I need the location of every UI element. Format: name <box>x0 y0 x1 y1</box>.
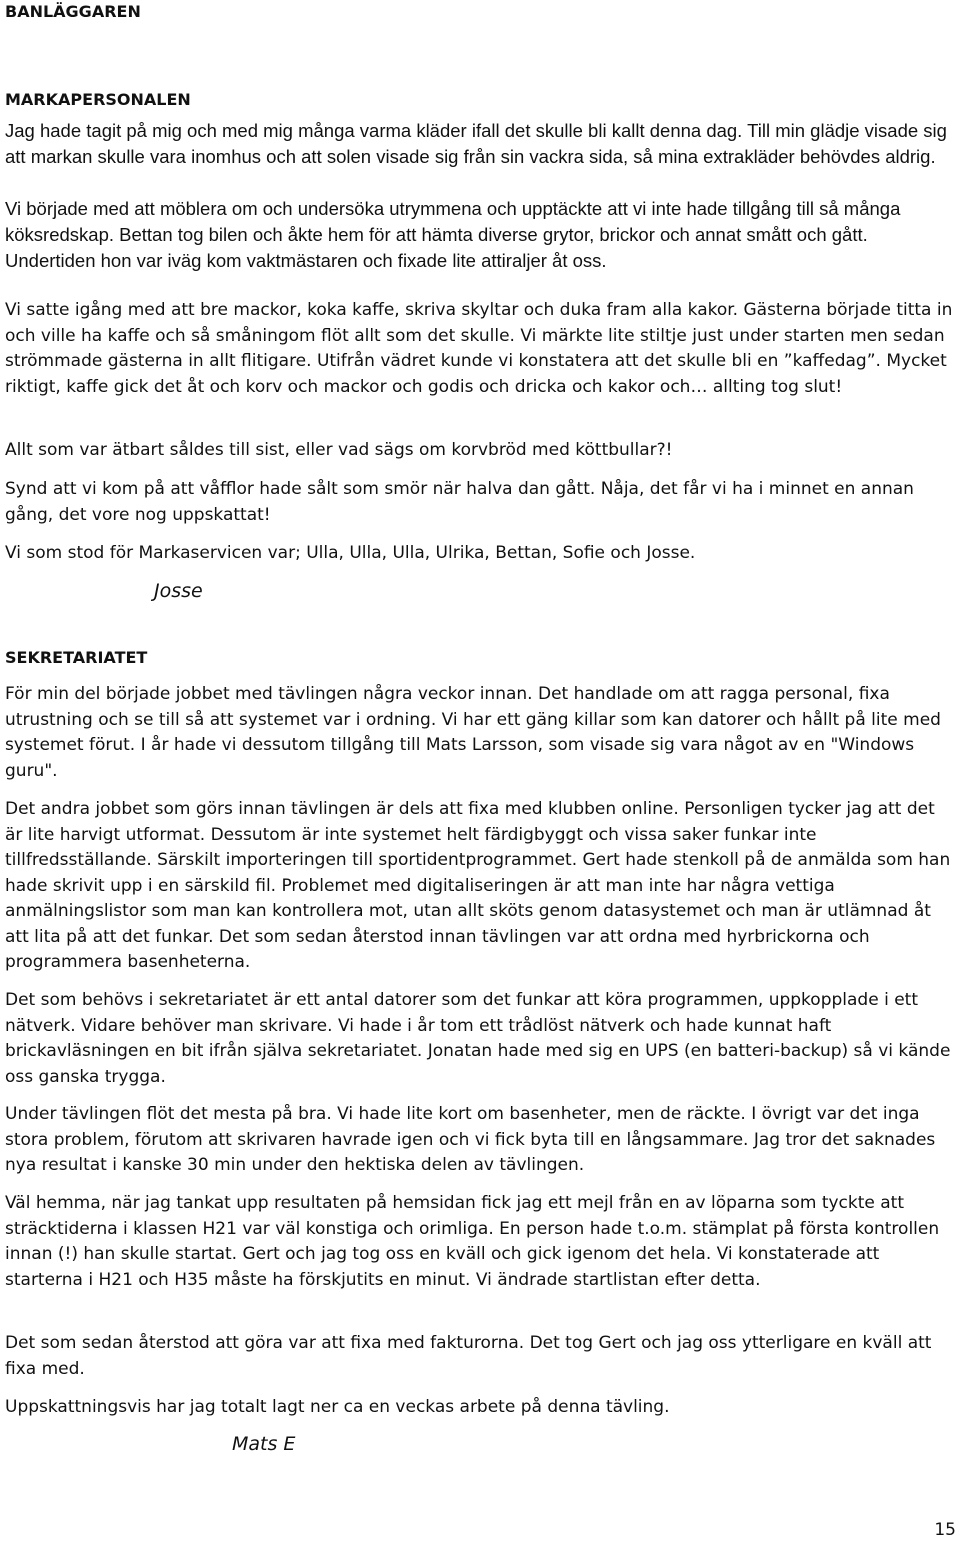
paragraph: Synd att vi kom på att våfflor hade sålt som smör när halva dan gått. Nåja, det får vi ha i minnet en annan gång, det vore nog uppskattat! <box>5 479 914 525</box>
paragraph: Väl hemma, när jag tankat upp resultaten på hemsidan fick jag ett mejl från en av löparna som tyckte att sträcktiderna i klassen H21 var väl konstiga och orimliga. En person hade t.o.m. stämplat på första kontrollen innan (!) han skulle startat. Gert och jag tog oss en kväll och gick igenom det hela. Vi konstaterade att starterna i H21 och H35 måste ha förskjutits en minut. Vi ändrade startlistan efter detta. <box>5 1193 940 1290</box>
paragraph: Vi började med att möblera om och undersöka utrymmena och upptäckte att vi inte hade tillgång till så många köksredskap. Bettan tog bilen och åkte hem för att hämta diverse grytor, brickor och annat smått och gått. Undertiden hon var iväg kom vaktmästaren och fixade lite attiraljer åt oss. <box>5 198 901 271</box>
subsection-title-sekretariatet: SEKRETARIATET <box>5 648 148 667</box>
paragraph: Vi som stod för Markaservicen var; Ulla, Ulla, Ulla, Ulrika, Bettan, Sofie och Josse. <box>5 543 696 563</box>
paragraph: För min del började jobbet med tävlingen några veckor innan. Det handlade om att ragga personal, fixa utrustning och se till så att systemet var i ordning. Vi har ett gäng killar som kan datorer och hållt på lite med systemet förut. I år hade vi dessutom tillgång till Mats Larsson, som visade sig vara något av en "Windows guru". <box>5 684 941 781</box>
paragraph: Under tävlingen flöt det mesta på bra. Vi hade lite kort om basenheter, men de räckte. I övrigt var det inga stora problem, förutom att skrivaren havrade igen och vi fick byta till en långsammare. Jag tror det saknades nya resultat i kanske 30 min under den hektiska delen av tävlingen. <box>5 1104 936 1175</box>
paragraph: Uppskattningsvis har jag totalt lagt ner ca en veckas arbete på denna tävling. <box>5 1397 670 1417</box>
paragraph: Det som behövs i sekretariatet är ett antal datorer som det funkar att köra programmen, uppkopplade i ett nätverk. Vidare behöver man skrivare. Vi hade i år tom ett trådlöst nätverk och hade kunnat haft brickavläsningen en bit ifrån själva sekretariatet. Jonatan hade med sig en UPS (en batteri-backup) så vi kände oss ganska trygga. <box>5 990 951 1087</box>
paragraph: Allt som var ätbart såldes till sist, eller vad sägs om korvbröd med köttbullar?! <box>5 440 673 460</box>
subsection-title-markapersonalen: MARKAPERSONALEN <box>5 90 191 109</box>
page-number: 15 <box>934 1520 956 1540</box>
signature-mats: Mats E <box>232 1433 296 1455</box>
paragraph: Jag hade tagit på mig och med mig många varma kläder ifall det skulle bli kallt denna dag. Till min glädje visade sig att markan skulle vara inomhus och att solen visade sig från sin vackra sida, så mina extrakläder behövdes aldrig. <box>5 120 947 167</box>
signature-josse: Josse <box>154 580 203 602</box>
paragraph: Det andra jobbet som görs innan tävlingen är dels att fixa med klubben online. Personligen tycker jag att det är lite harvigt utformat. Dessutom är inte systemet helt färdigbyggt och vissa saker funkar inte tillfredsställande. Särskilt importeringen till sportidentprogrammet. Gert hade stenkoll på de anmälda som han hade skrivit upp i en särskild fil. Problemet med digitaliseringen är att man inte har några vettiga anmälningslistor som man kan kontrollera mot, utan allt sköts genom datasystemet och man är utlämnad åt att lita på att det funkar. Det som sedan återstod innan tävlingen var att ordna med hyrbrickorna och programmera basenheterna. <box>5 799 951 972</box>
paragraph: Det som sedan återstod att göra var att fixa med fakturorna. Det tog Gert och jag oss ytterligare en kväll att fixa med. <box>5 1333 932 1379</box>
paragraph: Vi satte igång med att bre mackor, koka kaffe, skriva skyltar och duka fram alla kakor. Gästerna började titta in och ville ha kaffe och så småningom flöt allt som det skulle. Vi märkte lite stiltje just under starten men sedan strömmade gästerna in allt flitigare. Utifrån vädret kunde vi konstatera att det skulle bli en ”kaffedag”. Mycket riktigt, kaffe gick det åt och korv och mackor och godis och dricka och kakor och… allting tog slut! <box>5 300 953 397</box>
section-title: BANLÄGGAREN <box>5 2 141 21</box>
